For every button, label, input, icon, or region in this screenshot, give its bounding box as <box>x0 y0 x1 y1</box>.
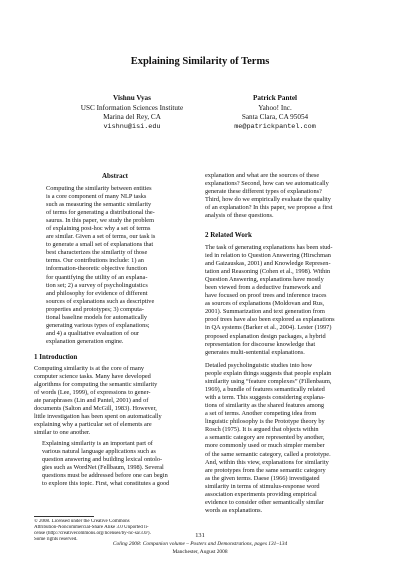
text-line: best characterizes the similarity of those <box>46 249 148 257</box>
author-affiliation: USC Information Sciences Institute <box>80 103 184 112</box>
text-line: tation and Reasoning (Cohen et al., 1998). Within <box>205 268 331 276</box>
text-line: Computing similarity is at the core of many <box>34 365 145 372</box>
text-line: cense (http://creativecommons.org/licenses/by-nc-sa/3.0/). <box>34 531 151 536</box>
text-line: evidence to consider other semantically similar <box>205 498 324 506</box>
intro-paragraph-2 <box>34 440 196 488</box>
text-line: generate these different types of explanations? <box>205 188 322 196</box>
text-line: Third, how do we empirically evaluate the quality <box>205 196 331 204</box>
text-line: And, within this view, explanations for similarity <box>205 458 329 466</box>
text-line: terms. Our contributions include: 1) an <box>46 257 144 265</box>
text-line: with a term. This suggests considering explana- <box>205 394 326 402</box>
text-line: little investigation has been spent on automatically <box>34 413 162 421</box>
text-line: similarity using “feature complexes” (Fillenbaum, <box>205 378 332 386</box>
text-line: is a core component of many NLP tasks <box>46 193 147 201</box>
text-line: information-theoretic objective function <box>46 265 148 273</box>
text-line: explaining why a particular set of elements are <box>34 421 152 429</box>
text-line: generates multi-sentential explanations. <box>205 348 305 356</box>
text-line: generating various types of explanations; <box>46 321 150 329</box>
text-line: more commonly used or much simpler member <box>205 442 325 450</box>
text-line: of explaining post-hoc why a set of terms <box>46 225 151 233</box>
text-line: people explain things suggests that people explain <box>205 370 332 378</box>
text-line: tions of similarity as the shared features among <box>205 402 325 410</box>
text-line: such as measuring the semantic similarity <box>46 201 152 209</box>
page-number: 131 <box>195 532 205 539</box>
text-line: Rosch (1975). It is argued that objects within <box>205 426 319 434</box>
text-line: 1969), a bundle of features semantically related <box>205 386 325 394</box>
text-line: linguistic philosophy is the Prototype theory by <box>205 418 325 426</box>
text-line: Detailed psycholinguistic studies into how <box>205 362 313 369</box>
text-line: are similar. Given a set of terms, our task is <box>46 233 156 241</box>
text-line: to explore this topic. First, what constitutes a good <box>42 480 170 488</box>
text-line: question answering and building lexical ontolo- <box>42 456 163 464</box>
text-line: to generate a small set of explanations that <box>46 241 154 249</box>
text-line: algorithms for computing the semantic similarity <box>34 381 158 389</box>
text-line: have focused on proof trees and inference traces <box>205 292 327 300</box>
text-line: documents (Salton and McGill, 1983). However, <box>34 405 157 413</box>
text-line: similar to one another. <box>34 429 91 437</box>
text-line: of the same semantic category, called a prototype. <box>205 450 331 458</box>
intro-heading: 1 Introduction <box>34 353 78 361</box>
text-line: as the given terms. Daese (1966) investigated <box>205 474 320 482</box>
text-line: Question Answering, explanations have mostly <box>205 276 324 284</box>
author-email: me@patrickpantel.com <box>234 122 316 131</box>
text-line: analysis of these questions. <box>205 212 274 220</box>
text-line: in QA systems (Barker et al., 2004). Lester (1997) <box>205 324 332 332</box>
related-work-heading: 2 Related Work <box>205 231 252 239</box>
text-line: of words (Lee, 1999), of expressions to gener- <box>34 389 151 397</box>
text-line: properties and prototypes; 3) computa- <box>46 305 144 313</box>
text-line: Some rights reserved. <box>34 537 78 542</box>
text-line: ied in relation to Question Answering (Hirschman <box>205 252 331 260</box>
venue-line: Coling 2008: Companion volume – Posters and Demonstrations, pages 131–134 <box>112 541 288 547</box>
text-line: Computing the similarity between entities <box>46 185 152 192</box>
author-name: Patrick Pantel <box>252 94 298 102</box>
license-footnote <box>34 519 196 543</box>
text-line: and 4) a qualitative evaluation of our <box>46 329 140 337</box>
author-email: vishnu@isi.edu <box>103 122 161 131</box>
text-line: sources of explanations such as descriptive <box>46 297 155 305</box>
text-line: proposed explanation design packages, a hybrid <box>205 332 326 340</box>
text-line: tional baseline models for automatically <box>46 313 148 321</box>
author-name: Vishnu Vyas <box>113 94 151 102</box>
text-line: similarity in terms of stimulus-response word <box>205 482 320 490</box>
paper-title: Explaining Similarity of Terms <box>130 56 270 67</box>
text-line: explanation generation engine. <box>46 337 124 345</box>
text-line: computer science tasks. Many have developed <box>34 373 151 381</box>
author-affiliation: Yahoo! Inc. <box>258 103 292 112</box>
author-block <box>190 94 360 132</box>
text-line: been viewed from a deductive framework and <box>205 284 321 292</box>
intro-continued-paragraph <box>205 172 367 220</box>
text-line: association experiments providing empirical <box>205 490 317 498</box>
related-work-paragraph-1 <box>205 244 367 357</box>
text-line: a set of terms. Another competing idea from <box>205 410 317 418</box>
footnote-rule <box>34 516 94 517</box>
text-line: various natural language applications such as <box>42 448 156 456</box>
related-work-paragraph-2 <box>205 362 367 515</box>
abstract-text <box>46 185 184 346</box>
text-line: of terms for generating a distributional the- <box>46 209 155 217</box>
text-line: for quantifying the utility of an explana- <box>46 273 148 281</box>
text-line: are prototypes from the same semantic category <box>205 466 326 474</box>
abstract-heading: Abstract <box>101 172 129 180</box>
text-line: questions must be addressed before one can begin <box>42 472 168 480</box>
text-line: gies such as WordNet (Fellbaum, 1998). Several <box>42 464 164 472</box>
text-line: proof trees have also been explored as explanations <box>205 316 335 324</box>
text-line: of an explanation? In this paper, we propose a first <box>205 204 333 212</box>
venue-place: Manchester, August 2008 <box>172 549 228 555</box>
intro-paragraph-1 <box>34 365 196 437</box>
text-line: ate paraphrases (Lin and Pantel, 2001) and of <box>34 397 149 405</box>
text-line: as sources of explanations (Moldovan and Rus, <box>205 300 325 308</box>
text-line: The task of generating explanations has been stud- <box>205 244 333 251</box>
text-line: and philosophy for evidence of different <box>46 289 148 297</box>
text-line: saurus. In this paper, we study the problem <box>46 217 154 225</box>
text-line: explanations? Second, how can we automatically <box>205 180 329 188</box>
text-line: representation for discourse knowledge that <box>205 340 316 348</box>
text-line: 2001). Summarization and text generation from <box>205 308 325 316</box>
text-line: tion set; 2) a survey of psycholinguistics <box>46 281 148 289</box>
text-line: and Gaizauskas, 2001) and Knowledge Represen- <box>205 260 331 268</box>
text-line: a semantic category are represented by another, <box>205 434 325 442</box>
text-line: Explaining similarity is an important part of <box>42 440 153 447</box>
author-location: Santa Clara, CA 95054 <box>241 113 309 122</box>
text-line: © 2008. Licensed under the Creative Commons <box>34 519 130 524</box>
text-line: words as explanations. <box>205 506 263 514</box>
text-line: explanation and what are the sources of these <box>205 172 320 179</box>
author-location: Marina del Rey, CA <box>103 113 161 122</box>
text-line: Attribution-Noncommercial-Share Alike 3.0 Unported li- <box>34 525 149 530</box>
